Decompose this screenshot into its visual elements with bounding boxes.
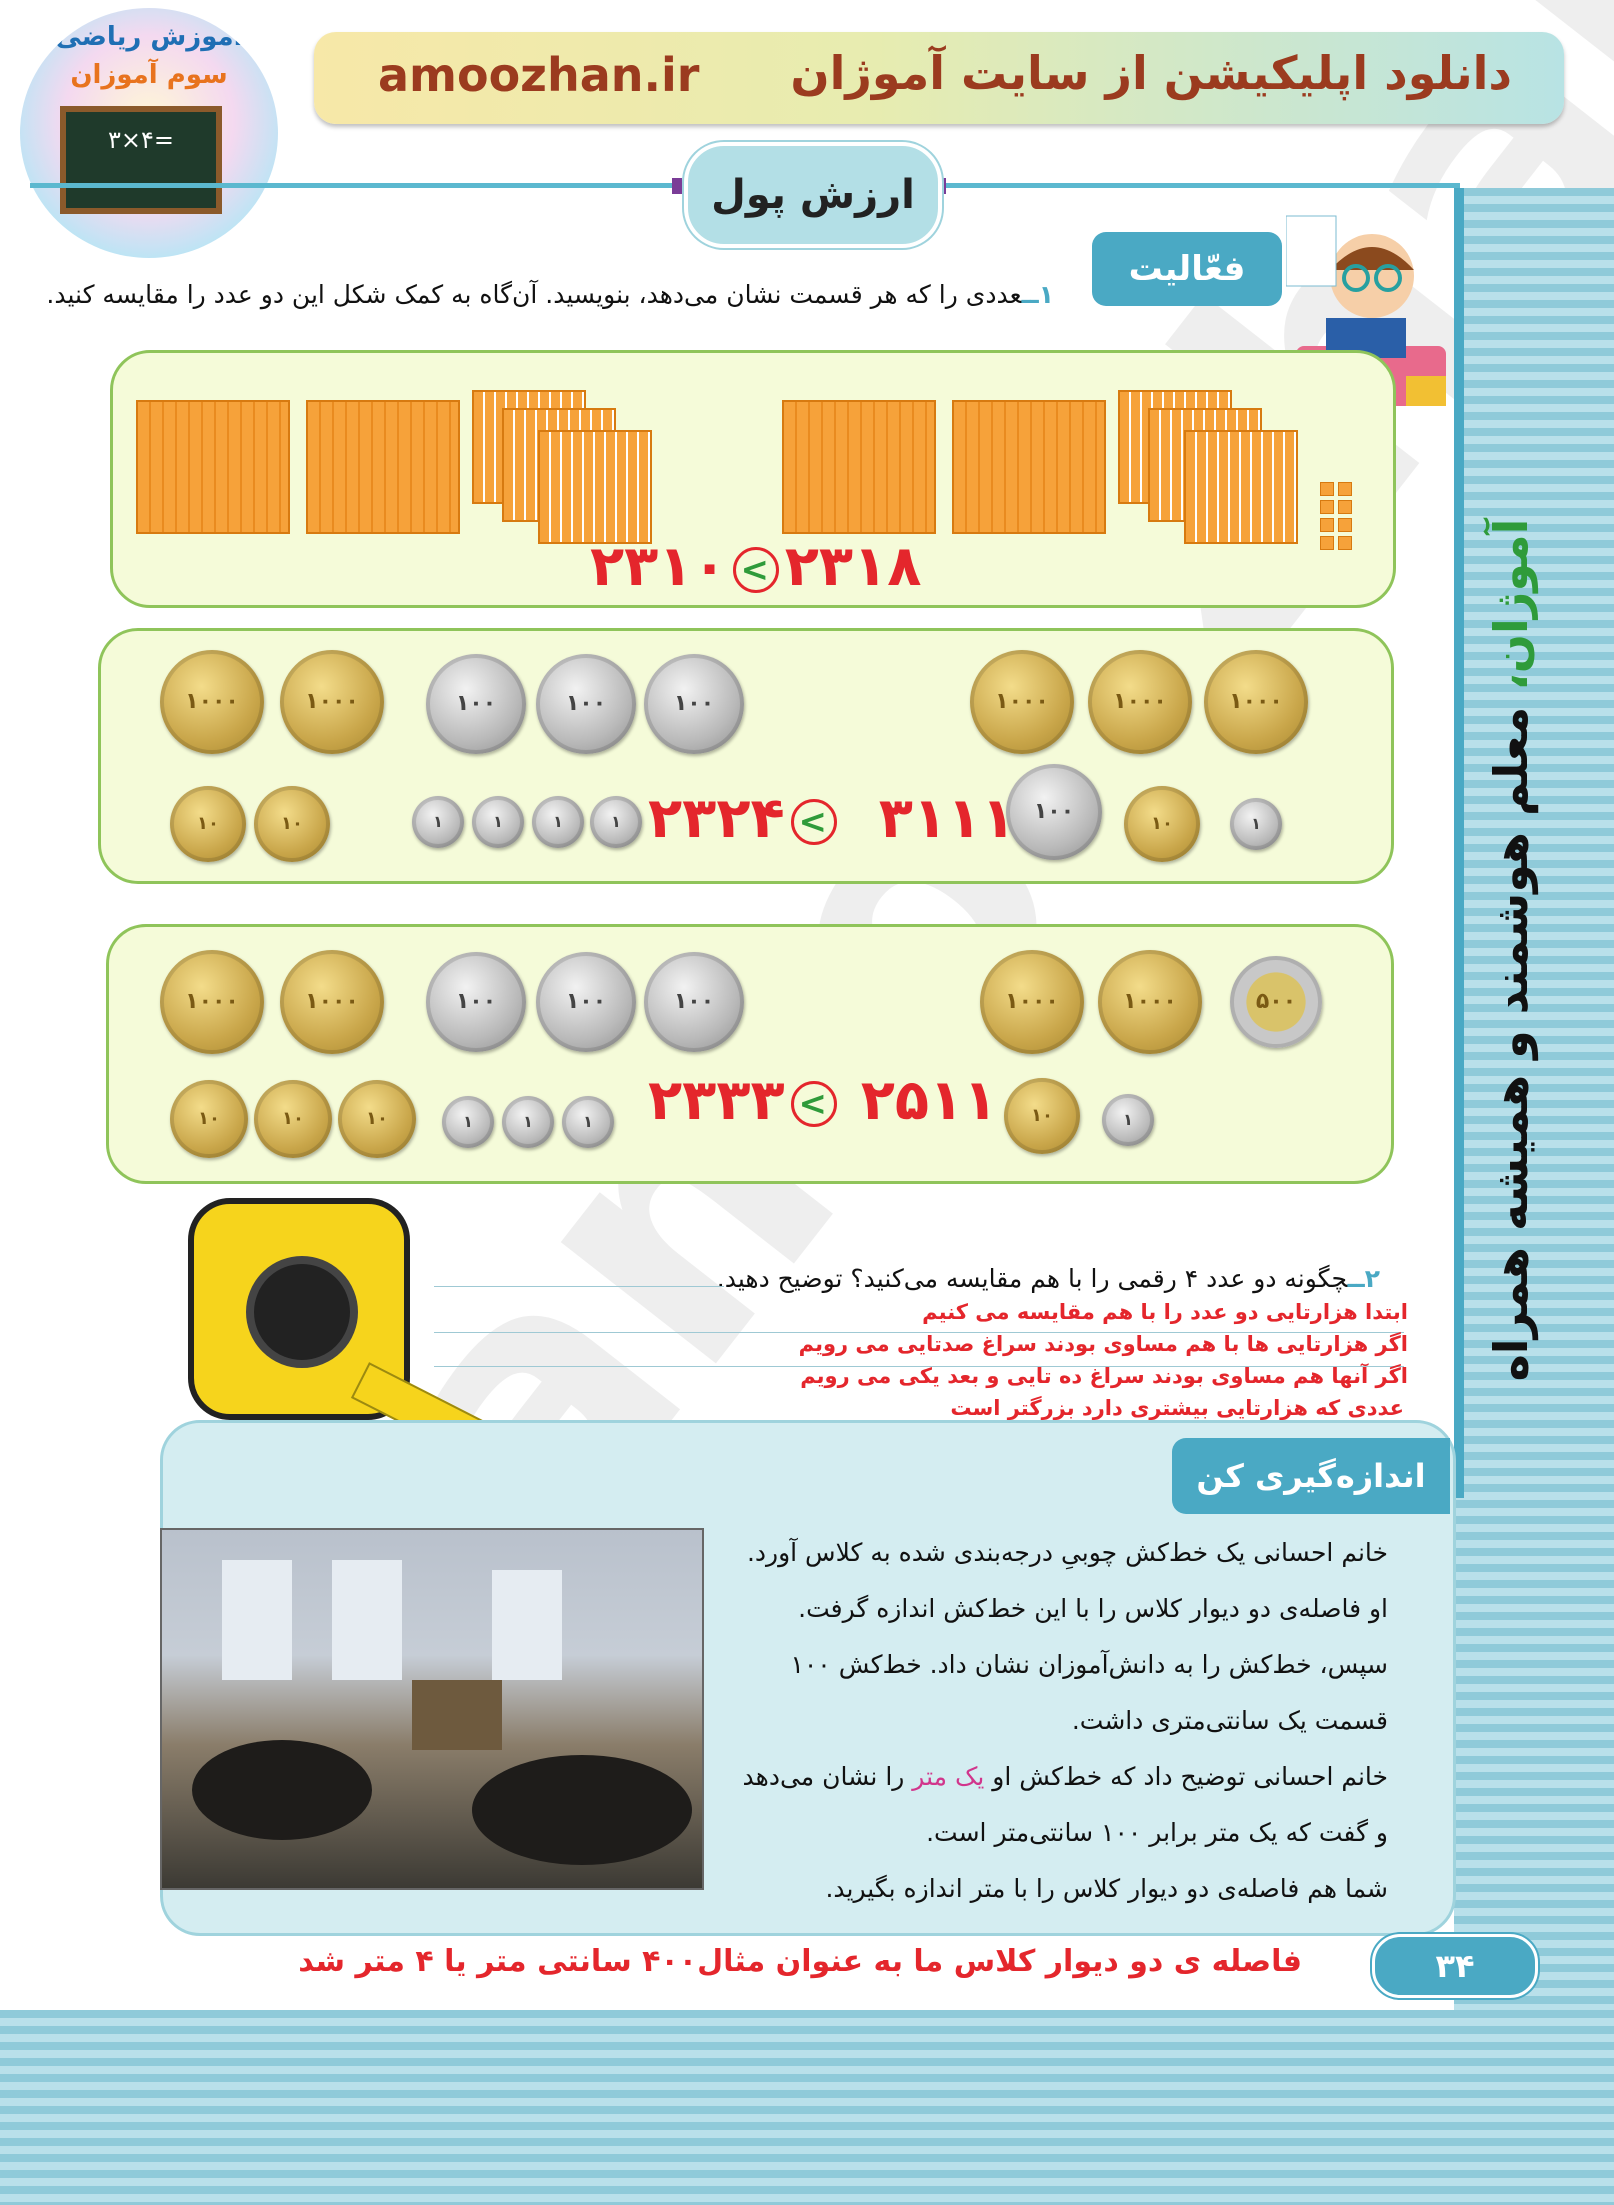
- coin-1-icon: ۱: [1102, 1094, 1154, 1146]
- measure-tag: اندازه‌گیری کن: [1172, 1438, 1450, 1514]
- lesson-title: ارزش پول: [684, 142, 942, 248]
- coin-100-icon: ۱۰۰: [1006, 764, 1102, 860]
- header-banner[interactable]: [314, 32, 1564, 124]
- coin-1-icon: ۱: [412, 796, 464, 848]
- tape-hub: [246, 1256, 358, 1368]
- hundred-flat-icon: [1184, 430, 1298, 544]
- coin-100-icon: ۱۰۰: [536, 654, 636, 754]
- unit-cube-icon: [1338, 518, 1352, 532]
- answer-row-3: ۲۳۳۳ < ۲۵۱۱: [648, 1068, 998, 1133]
- coin-1000-icon: ۱۰۰۰: [1204, 650, 1308, 754]
- coin-100-icon: ۱۰۰: [426, 654, 526, 754]
- thousand-cube-icon: [306, 400, 460, 534]
- unit-cube-icon: [1320, 518, 1334, 532]
- coin-10-icon: ۱۰: [1004, 1078, 1080, 1154]
- logo-line2: سوم آموزان: [70, 60, 228, 90]
- q2-answer-line-2: اگر هزارتایی ها با هم مساوی بودند سراغ صدتایی می رویم: [798, 1332, 1408, 1356]
- measure-line-2: او فاصله‌ی دو دیوار کلاس را با این خط‌کش اندازه گرفت.: [798, 1594, 1388, 1623]
- coin-1000-icon: ۱۰۰۰: [160, 650, 264, 754]
- title-marker-left: [672, 178, 682, 194]
- coin-10-icon: ۱۰: [254, 1080, 332, 1158]
- measure-line-1: خانم احسانی یک خط‌کش چوبیِ درجه‌بندی شده به کلاس آورد.: [746, 1538, 1388, 1567]
- unit-cube-icon: [1320, 536, 1334, 550]
- coin-1-icon: ۱: [472, 796, 524, 848]
- banner-site-link[interactable]: amoozhan.ir: [378, 48, 700, 102]
- coin-1000-icon: ۱۰۰۰: [160, 950, 264, 1054]
- activity-tag: فعّالیت: [1092, 232, 1282, 306]
- q2-answer-line-1: ابتدا هزارتایی دو عدد را با هم مقایسه می کنیم: [922, 1300, 1408, 1324]
- answer-row-2: ۲۳۲۴ < ۳۱۱۱: [648, 786, 1016, 851]
- coin-10-icon: ۱۰: [338, 1080, 416, 1158]
- highlight-one-meter: یک متر: [912, 1762, 985, 1791]
- chalkboard-icon: [60, 106, 222, 214]
- answer-line: [434, 1286, 724, 1287]
- bottom-decor-band: [0, 2010, 1614, 2205]
- answer-row-1: ۲۳۱۰ < ۲۳۱۸: [590, 534, 922, 599]
- coin-1000-icon: ۱۰۰۰: [1088, 650, 1192, 754]
- unit-cube-icon: [1320, 500, 1334, 514]
- coin-1-icon: ۱: [442, 1096, 494, 1148]
- q1-text: عددی را که هر قسمت نشان می‌دهد، بنویسید. آن‌گاه به کمک شکل این دو عدد را مقایسه کنید.: [46, 280, 1022, 309]
- banner-title: دانلود اپلیکیشن از سایت آموژان: [790, 46, 1512, 100]
- coin-100-icon: ۱۰۰: [426, 952, 526, 1052]
- unit-cube-icon: [1320, 482, 1334, 496]
- q1-number: ۱ــ: [1021, 280, 1054, 309]
- coin-100-icon: ۱۰۰: [644, 952, 744, 1052]
- coin-1-icon: ۱: [1230, 798, 1282, 850]
- q2-answer-line-4: عددی که هزارتایی بیشتری دارد بزرگتر است: [950, 1396, 1404, 1420]
- q2-number: ۲ــ: [1347, 1264, 1380, 1293]
- coin-500-icon: ۵۰۰: [1230, 956, 1322, 1048]
- question-1: [46, 280, 1054, 309]
- hundred-flat-icon: [538, 430, 652, 544]
- coin-1000-icon: ۱۰۰۰: [970, 650, 1074, 754]
- thousand-cube-icon: [952, 400, 1106, 534]
- coin-100-icon: ۱۰۰: [644, 654, 744, 754]
- compare-sign: <: [733, 547, 779, 593]
- coin-1000-icon: ۱۰۰۰: [280, 950, 384, 1054]
- coin-10-icon: ۱۰: [254, 786, 330, 862]
- question-2: [717, 1264, 1380, 1293]
- coin-1000-icon: ۱۰۰۰: [280, 650, 384, 754]
- compare-sign: <: [791, 1081, 837, 1127]
- coin-1000-icon: ۱۰۰۰: [1098, 950, 1202, 1054]
- measure-line-3: سپس، خط‌کش را به دانش‌آموزان نشان داد. خط‌کش ۱۰۰: [790, 1650, 1388, 1679]
- thousand-cube-icon: [782, 400, 936, 534]
- thousand-cube-icon: [136, 400, 290, 534]
- measure-line-4: قسمت یک سانتی‌متری داشت.: [1071, 1706, 1388, 1735]
- measure-line-6: و گفت که یک متر برابر ۱۰۰ سانتی‌متر است.: [926, 1818, 1388, 1847]
- coin-10-icon: ۱۰: [170, 1080, 248, 1158]
- coin-1-icon: ۱: [590, 796, 642, 848]
- coin-10-icon: ۱۰: [1124, 786, 1200, 862]
- board-text: ۳×۴=: [108, 126, 174, 154]
- unit-cube-icon: [1338, 536, 1352, 550]
- coin-1-icon: ۱: [562, 1096, 614, 1148]
- measure-line-7: شما هم فاصله‌ی دو دیوار کلاس را با متر اندازه بگیرید.: [825, 1874, 1388, 1903]
- coin-1000-icon: ۱۰۰۰: [980, 950, 1084, 1054]
- page-number: ۳۴: [1372, 1934, 1538, 1998]
- coin-1-icon: ۱: [532, 796, 584, 848]
- measure-line-5: خانم احسانی توضیح داد که خط‌کش او یک متر را نشان می‌دهد: [742, 1762, 1388, 1791]
- coin-10-icon: ۱۰: [170, 786, 246, 862]
- measure-answer: فاصله ی دو دیوار کلاس ما به عنوان مثال۴۰۰ سانتی متر یا ۴ متر شد: [298, 1944, 1302, 1979]
- side-slogan: آموژان، معلم هوشمند و همیشه همراه: [1484, 518, 1538, 1382]
- logo-line1: آموزش ریاضی: [55, 22, 243, 52]
- coin-100-icon: ۱۰۰: [536, 952, 636, 1052]
- q2-text: چگونه دو عدد ۴ رقمی را با هم مقایسه می‌کنید؟ توضیح دهید.: [716, 1264, 1348, 1293]
- q2-answer-line-3: اگر آنها هم مساوی بودند سراغ ده تایی و بعد یکی می رویم: [800, 1364, 1408, 1388]
- compare-sign: <: [791, 799, 837, 845]
- unit-cube-icon: [1338, 500, 1352, 514]
- unit-cube-icon: [1338, 482, 1352, 496]
- coin-1-icon: ۱: [502, 1096, 554, 1148]
- classroom-photo: [160, 1528, 704, 1890]
- app-logo: [20, 8, 278, 258]
